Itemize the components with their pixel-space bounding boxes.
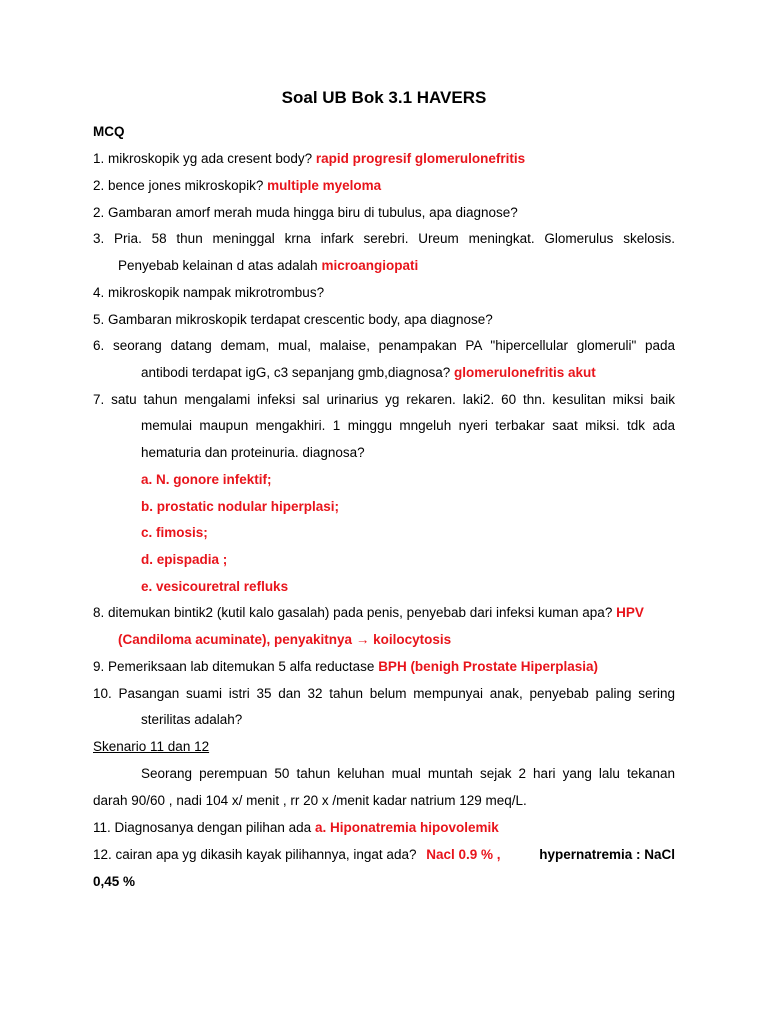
arrow-right-icon: →: [355, 632, 370, 647]
question-5: 5. Gambaran mikroskopik terdapat crescentic body, apa diagnose?: [93, 312, 493, 327]
question-12-text: 12. cairan apa yg dikasih kayak pilihannya, ingat ada?: [93, 847, 417, 862]
skenario-line-1: Seorang perempuan 50 tahun keluhan mual muntah sejak 2 hari yang lalu tekanan: [141, 766, 675, 781]
question-8-text: 8. ditemukan bintik2 (kutil kalo gasalah) pada penis, penyebab dari infeksi kuman apa?: [93, 605, 613, 620]
question-2a: [93, 177, 675, 195]
question-1: [93, 150, 675, 168]
mcq-heading: MCQ: [93, 124, 125, 139]
question-2a-answer: multiple myeloma: [267, 178, 382, 193]
question-1-text: 1. mikroskopik yg ada cresent body?: [93, 151, 313, 166]
skenario-heading: Skenario 11 dan 12: [93, 739, 210, 754]
question-8-answer-1: HPV: [616, 605, 644, 620]
question-7-line-1: 7. satu tahun mengalami infeksi sal urinarius yg rekaren. laki2. 60 thn. kesulitan miksi baik: [93, 392, 675, 407]
question-1-answer: rapid progresif glomerulonefritis: [315, 151, 526, 166]
question-7-option-b: b. prostatic nodular hiperplasi;: [141, 499, 340, 514]
question-6-line-2: [141, 364, 675, 382]
question-9: [93, 658, 675, 676]
question-11-text: 11. Diagnosanya dengan pilihan ada: [93, 820, 312, 835]
question-3-line-2: [118, 257, 675, 275]
question-6-text: antibodi terdapat igG, c3 sepanjang gmb,diagnosa?: [141, 365, 451, 380]
question-11-answer: a. Hiponatremia hipovolemik: [314, 820, 499, 835]
question-3-answer: microangiopati: [321, 258, 419, 273]
question-8-line-2: [118, 631, 675, 649]
question-7-line-3: hematuria dan proteinuria. diagnosa?: [141, 445, 365, 460]
question-2a-text: 2. bence jones mikroskopik?: [93, 178, 264, 193]
question-8-line-1: [93, 604, 675, 622]
question-7-line-2: memulai maupun mengakhiri. 1 minggu mngeluh nyeri terbakar saat miksi. tdk ada: [141, 418, 675, 433]
question-12-extra: hypernatremia : NaCl: [539, 847, 675, 862]
question-11: [93, 819, 675, 837]
skenario-line-2: darah 90/60 , nadi 104 x/ menit , rr 20 x /menit kadar natrium 129 meq/L.: [93, 793, 527, 808]
question-7-option-c: c. fimosis;: [141, 525, 208, 540]
question-9-text: 9. Pemeriksaan lab ditemukan 5 alfa reductase: [93, 659, 375, 674]
question-10-line-2: sterilitas adalah?: [141, 712, 243, 727]
question-9-answer: BPH (benigh Prostate Hiperplasia): [378, 659, 598, 674]
question-10-line-1: 10. Pasangan suami istri 35 dan 32 tahun belum mempunyai anak, penyebab paling sering: [93, 686, 675, 701]
question-12-line-2: 0,45 %: [93, 874, 136, 889]
question-3-line-1: 3. Pria. 58 thun meninggal krna infark serebri. Ureum meningkat. Glomerulus skelosis.: [93, 231, 675, 246]
question-7-option-e: e. vesicouretral refluks: [141, 579, 289, 594]
question-7-option-d: d. epispadia ;: [141, 552, 228, 567]
question-8-answer-2a: (Candiloma acuminate), penyakitnya: [118, 632, 353, 647]
question-3-text: Penyebab kelainan d atas adalah: [118, 258, 318, 273]
question-12-answer: Nacl 0.9 % ,: [426, 847, 501, 862]
question-12-line-1: [93, 846, 675, 864]
question-2b: 2. Gambaran amorf merah muda hingga biru di tubulus, apa diagnose?: [93, 205, 518, 220]
question-8-answer-2b: koilocytosis: [373, 632, 452, 647]
question-4: 4. mikroskopik nampak mikrotrombus?: [93, 285, 325, 300]
question-7-option-a: a. N. gonore infektif;: [141, 472, 272, 487]
page-title: Soal UB Bok 3.1 HAVERS: [281, 88, 487, 107]
question-6-line-1: 6. seorang datang demam, mual, malaise, penampakan PA "hipercellular glomeruli" pada: [93, 338, 675, 353]
question-6-answer: glomerulonefritis akut: [454, 365, 596, 380]
